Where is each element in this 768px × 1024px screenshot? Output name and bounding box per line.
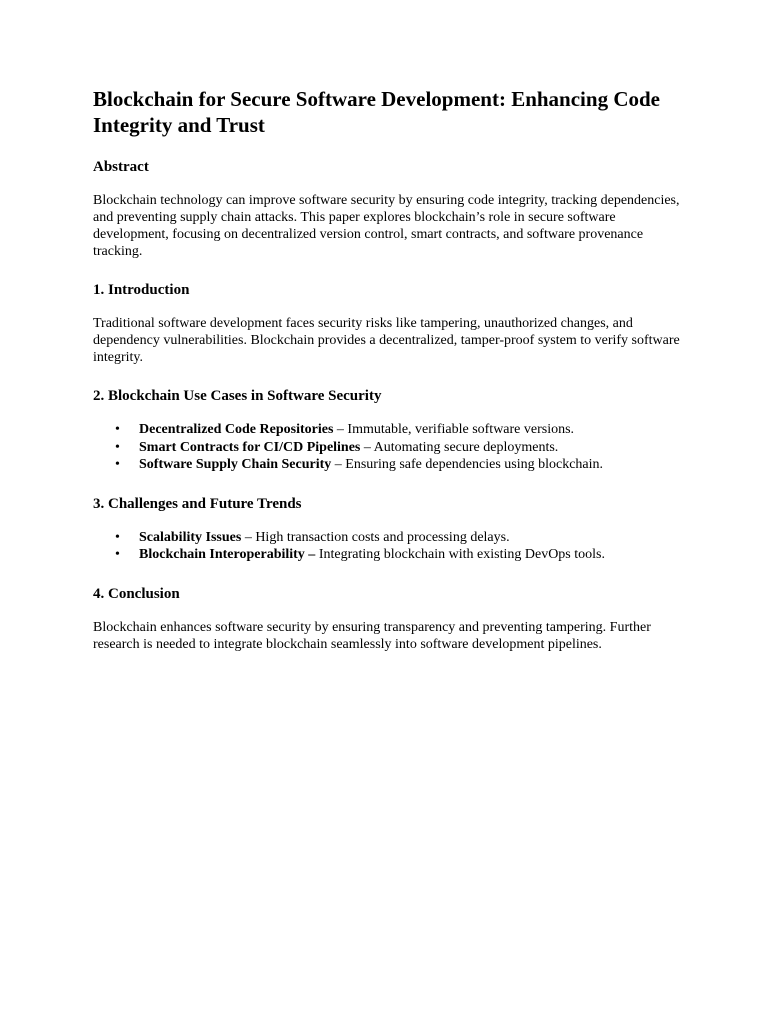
list-item-description: Ensuring safe dependencies using blockchain.: [345, 457, 604, 472]
list-item-description: High transaction costs and processing delays.: [255, 529, 510, 545]
conclusion-paragraph: Blockchain enhances software security by ensuring transparency and preventing tampering. Further research is needed to integrate blockchain seamlessly into software development pipelines.: [93, 619, 651, 652]
list-item: [93, 546, 683, 564]
list-item-term: Blockchain Interoperability –: [139, 547, 316, 562]
abstract-paragraph: Blockchain technology can improve software security by ensuring code integrity, tracking dependencies, and preventing supply chain attacks. This paper explores blockchain’s role in secure software development, focusing on decentralized version control, smart contracts, and software provenance tracking.: [93, 193, 680, 259]
use-cases-list: [93, 421, 683, 474]
section-use-cases: [93, 386, 683, 474]
list-item: [93, 421, 683, 439]
bullet-icon: •: [115, 529, 120, 545]
list-item-term: Scalability Issues: [139, 529, 242, 545]
list-item: [93, 456, 683, 474]
section-conclusion: [93, 584, 683, 653]
section-heading-use-cases: 2. Blockchain Use Cases in Software Security: [93, 388, 382, 404]
list-item-description: Immutable, verifiable software versions.: [347, 422, 575, 437]
list-item: [93, 529, 683, 547]
section-heading-conclusion: 4. Conclusion: [93, 585, 180, 602]
section-heading-introduction: 1. Introduction: [93, 282, 190, 298]
section-heading-abstract: Abstract: [93, 159, 149, 175]
list-item-description: Integrating blockchain with existing DevOps tools.: [318, 547, 605, 562]
section-abstract: [93, 157, 683, 260]
bullet-icon: •: [115, 547, 120, 562]
challenges-list: [93, 529, 683, 564]
section-heading-challenges: 3. Challenges and Future Trends: [93, 495, 302, 512]
list-item: [93, 439, 683, 457]
list-item-description: Automating secure deployments.: [373, 439, 559, 455]
list-item-term: Smart Contracts for CI/CD Pipelines: [139, 439, 361, 455]
section-challenges: [93, 494, 683, 564]
list-item-term: Decentralized Code Repositories: [139, 422, 334, 437]
document-page: [93, 86, 683, 673]
bullet-icon: •: [115, 457, 120, 472]
list-item-term: Software Supply Chain Security: [139, 457, 332, 472]
section-introduction: [93, 280, 683, 366]
introduction-paragraph: Traditional software development faces security risks like tampering, unauthorized changes, and dependency vulnerabilities. Blockchain provides a decentralized, tamper-proof system to verify software integrity.: [93, 316, 680, 365]
list-item-separator: –: [331, 457, 346, 472]
list-item-separator: –: [360, 439, 374, 455]
bullet-icon: •: [115, 439, 120, 455]
bullet-icon: •: [115, 422, 120, 437]
list-item-separator: –: [241, 529, 256, 545]
document-title: Blockchain for Secure Software Development: Enhancing Code Integrity and Trust: [93, 87, 660, 137]
list-item-separator: –: [333, 422, 348, 437]
